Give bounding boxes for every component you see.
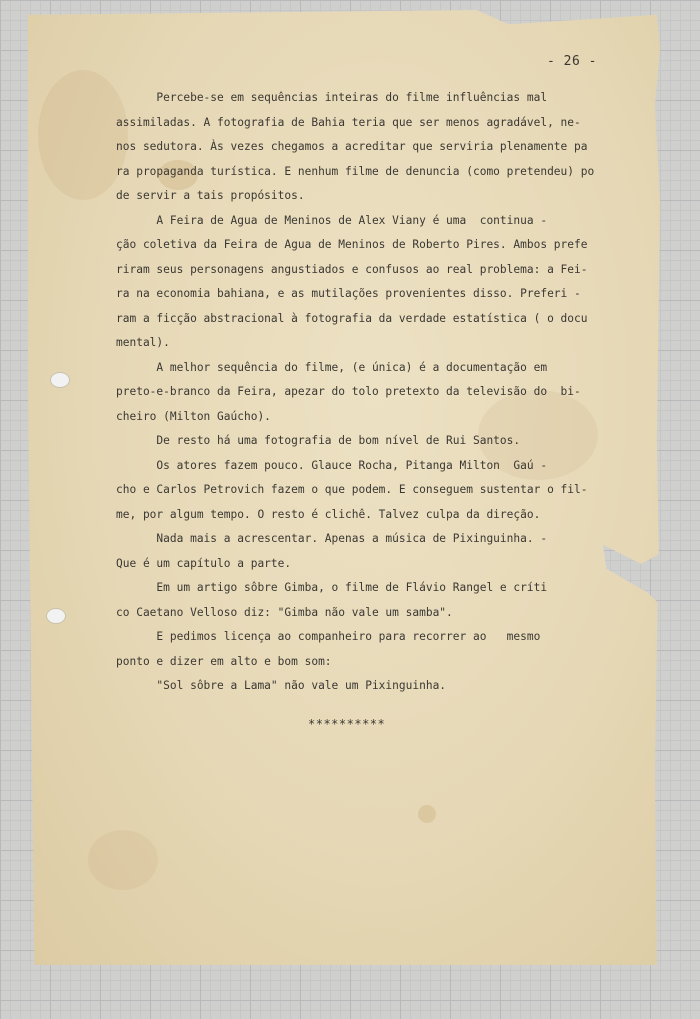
stain: [88, 830, 158, 890]
text-line: Que é um capítulo a parte.: [116, 556, 292, 570]
text-line: ram a ficção abstracional à fotografia da verdade estatística ( o docu: [116, 311, 588, 325]
text-line: E pedimos licença ao companheiro para recorrer ao mesmo: [116, 630, 541, 643]
text-line: co Caetano Velloso diz: "Gimba não vale um samba".: [116, 605, 453, 619]
punch-hole: [50, 372, 70, 388]
text-line: ra propaganda turística. E nenhum filme de denuncia (como pretendeu) po: [116, 164, 595, 178]
text-line: Os atores fazem pouco. Glauce Rocha, Pitanga Milton Gaú -: [116, 458, 548, 472]
text-line: cho e Carlos Petrovich fazem o que podem. E conseguem sustentar o fil-: [116, 483, 588, 496]
closing-separator: **********: [308, 717, 386, 731]
text-line: preto-e-branco da Feira, apezar do tolo pretexto da televisão do bi-: [116, 385, 581, 398]
text-line: mental).: [116, 336, 170, 349]
text-line: ção coletiva da Feira de Agua de Meninos de Roberto Pires. Ambos prefe: [116, 238, 588, 251]
text-line: assimiladas. A fotografia de Bahia teria que ser menos agradável, ne-: [116, 115, 581, 129]
text-line: ponto e dizer em alto e bom som:: [116, 654, 332, 668]
text-line: me, por algum tempo. O resto é clichê. Talvez culpa da direção.: [116, 507, 541, 521]
text-line: de servir a tais propósitos.: [116, 189, 305, 202]
text-line: nos sedutora. Às vezes chegamos a acreditar que serviria plenamente pa: [116, 140, 588, 153]
text-line: cheiro (Milton Gaúcho).: [116, 409, 271, 423]
text-line: De resto há uma fotografia de bom nível de Rui Santos.: [116, 434, 521, 447]
text-line: Em um artigo sôbre Gimba, o filme de Flávio Rangel e críti: [116, 581, 548, 594]
text-line: ra na economia bahiana, e as mutilações provenientes disso. Preferi -: [116, 287, 581, 300]
text-line: Nada mais a acrescentar. Apenas a música de Pixinguinha. -: [116, 532, 548, 545]
text-line: A Feira de Agua de Meninos de Alex Viany é uma continua -: [116, 213, 548, 227]
text-line: A melhor sequência do filme, (e única) é a documentação em: [116, 360, 548, 374]
text-line: "Sol sôbre a Lama" não vale um Pixinguinha.: [116, 679, 447, 692]
page-number: - 26 -: [547, 54, 597, 69]
text-line: Percebe-se em sequências inteiras do filme influências mal: [116, 91, 548, 104]
text-line: riram seus personagens angustiados e confusos ao real problema: a Fei-: [116, 262, 588, 276]
stain: [418, 805, 436, 823]
stain: [38, 70, 128, 200]
document-body: [116, 86, 636, 699]
punch-hole: [46, 608, 66, 624]
